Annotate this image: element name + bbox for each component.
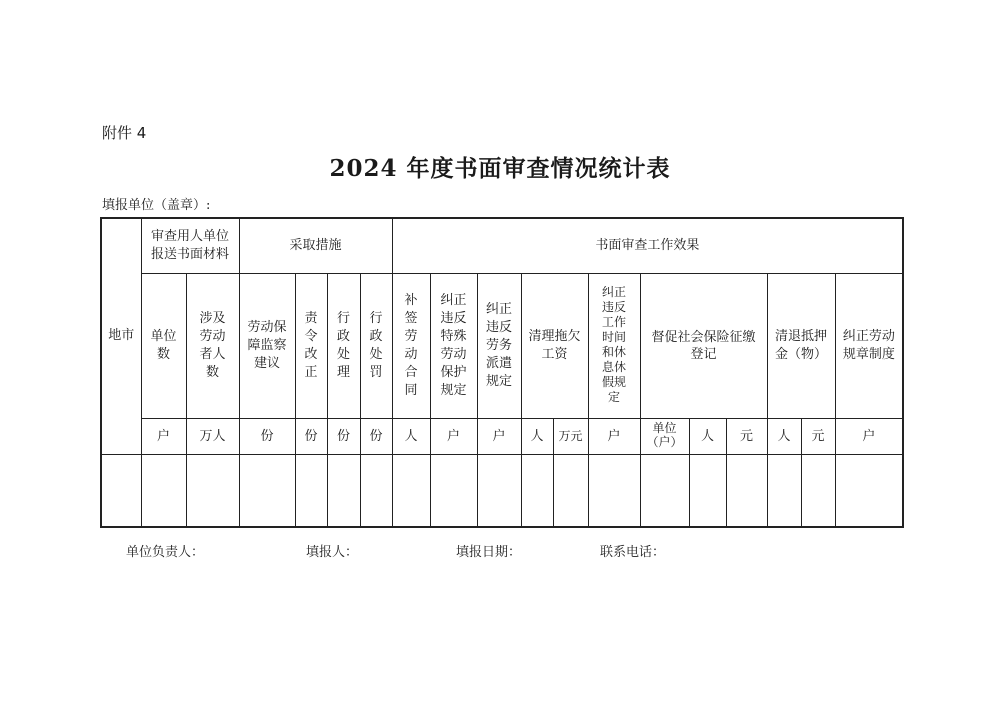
col-admin-penalty-header: 行政处罚 — [360, 273, 392, 418]
unit-cell: 万元 — [553, 418, 588, 454]
col-contract-header: 补签劳动合同 — [392, 273, 430, 418]
data-cell[interactable] — [767, 454, 801, 527]
data-cell[interactable] — [801, 454, 835, 527]
table-row — [101, 454, 903, 527]
data-cell[interactable] — [521, 454, 553, 527]
data-cell[interactable] — [689, 454, 726, 527]
unit-cell: 人 — [689, 418, 726, 454]
unit-cell: 户 — [141, 418, 186, 454]
unit-cell: 份 — [239, 418, 295, 454]
data-cell[interactable] — [553, 454, 588, 527]
data-cell[interactable] — [141, 454, 186, 527]
group-effects-header: 书面审查工作效果 — [392, 218, 903, 273]
unit-cell: 份 — [360, 418, 392, 454]
unit-cell: 万人 — [186, 418, 239, 454]
unit-cell: 单位（户） — [640, 418, 689, 454]
attachment-label: 附件 4 — [102, 124, 147, 142]
col-deposit-header: 清退抵押金（物） — [767, 273, 835, 418]
unit-cell: 户 — [477, 418, 521, 454]
col-admin-handle-header: 行政处理 — [327, 273, 360, 418]
fill-unit-label: 填报单位（盖章）: — [102, 198, 211, 213]
group-materials-header: 审查用人单位报送书面材料 — [141, 218, 239, 273]
unit-cell: 人 — [392, 418, 430, 454]
data-cell[interactable] — [295, 454, 327, 527]
data-cell[interactable] — [835, 454, 903, 527]
group-measures-header: 采取措施 — [239, 218, 392, 273]
col-suggest-header: 劳动保障监察建议 — [239, 273, 295, 418]
footer-phone: 联系电话： — [600, 545, 666, 560]
footer-date: 填报日期： — [456, 545, 522, 560]
data-cell[interactable] — [588, 454, 640, 527]
data-cell[interactable] — [430, 454, 477, 527]
data-cell[interactable] — [640, 454, 689, 527]
unit-cell: 户 — [430, 418, 477, 454]
data-cell[interactable] — [327, 454, 360, 527]
col-dispatch-header: 纠正违反劳务派遣规定 — [477, 273, 521, 418]
col-units-header: 单位数 — [141, 273, 186, 418]
region-header: 地市 — [101, 218, 141, 454]
col-wages-header: 清理拖欠工资 — [521, 273, 588, 418]
data-cell[interactable] — [360, 454, 392, 527]
data-cell[interactable] — [726, 454, 767, 527]
footer-filler: 填报人： — [306, 545, 359, 560]
unit-cell: 户 — [835, 418, 903, 454]
data-cell[interactable] — [101, 454, 141, 527]
col-rules-header: 纠正劳动规章制度 — [835, 273, 903, 418]
data-cell[interactable] — [477, 454, 521, 527]
page-title: 2024 年度书面审查情况统计表 — [329, 155, 671, 182]
unit-cell: 人 — [521, 418, 553, 454]
col-special-header: 纠正违反特殊劳动保护规定 — [430, 273, 477, 418]
unit-cell: 元 — [726, 418, 767, 454]
unit-cell: 户 — [588, 418, 640, 454]
data-cell[interactable] — [392, 454, 430, 527]
unit-cell: 份 — [327, 418, 360, 454]
col-order-header: 责令改正 — [295, 273, 327, 418]
data-cell[interactable] — [239, 454, 295, 527]
statistics-table — [100, 217, 904, 528]
footer-leader: 单位负责人： — [126, 545, 205, 560]
unit-cell: 份 — [295, 418, 327, 454]
col-worktime-header: 纠正违反工作时间和休息休假规定 — [588, 273, 640, 418]
col-workers-header: 涉及劳动者人数 — [186, 273, 239, 418]
col-insurance-header: 督促社会保险征缴登记 — [640, 273, 767, 418]
unit-cell: 元 — [801, 418, 835, 454]
unit-cell: 人 — [767, 418, 801, 454]
data-cell[interactable] — [186, 454, 239, 527]
